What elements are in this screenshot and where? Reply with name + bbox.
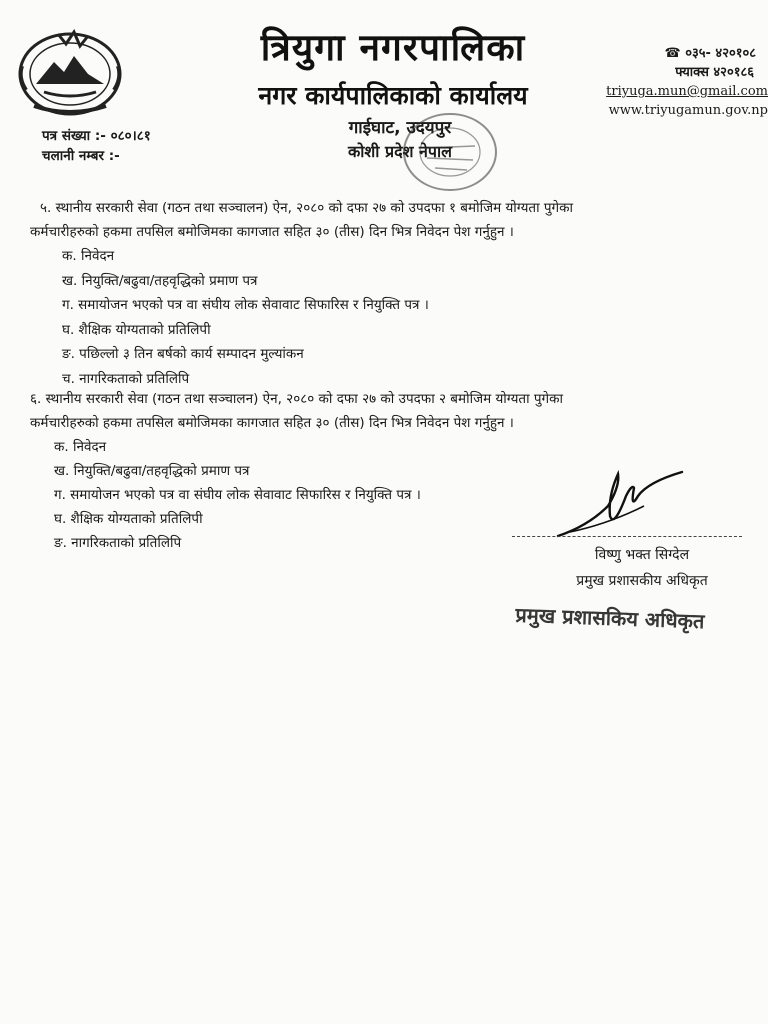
list-item: च. नागरिकताको प्रतिलिपि [62,370,190,387]
list-item: ङ. पछिल्लो ३ तिन बर्षको कार्य सम्पादन मुल्यांकन [62,346,304,362]
list-item: ग. समायोजन भएको पत्र वा संघीय लोक सेवावाट सिफारिस र नियुक्ति पत्र । [54,487,421,503]
section-6-line-1: ६. स्थानीय सरकारी सेवा (गठन तथा सञ्चालन) ऐन, २०८० को दफा २७ को उपदफा २ बमोजिम योग्यता पुगेका [30,391,564,407]
section-5-list [30,244,750,391]
office-seal-icon [395,108,505,196]
list-item: ख. नियुक्ति/बढुवा/तहवृद्धिको प्रमाण पत्र [62,272,258,289]
letter-number: पत्र संख्या :- ०८०।८१ [42,128,151,144]
office-address: गाईघाट, उदयपुर [348,118,452,138]
website-link[interactable]: www.triyugamun.gov.np [608,103,768,118]
nepal-emblem-icon [14,26,126,118]
org-name: त्रियुगा नगरपालिका [260,26,526,69]
section-5-line-2: कर्मचारीहरुको हकमा तपसिल बमोजिमका कागजात सहित ३० (तीस) दिन भित्र निवेदन पेश गर्नुहुन । [30,224,514,240]
list-item: क. निवेदन [54,439,107,455]
signer-name: विष्णु भक्त सिग्देल [594,547,690,563]
signer-title: प्रमुख प्रशासकीय अधिकृत [576,573,708,589]
section-6-line-2: कर्मचारीहरुको हकमा तपसिल बमोजिमका कागजात सहित ३० (तीस) दिन भित्र निवेदन पेश गर्नुहुन । [30,415,514,431]
list-item: क. निवेदन [62,248,115,264]
list-item: घ. शैक्षिक योग्यताको प्रतिलिपी [54,511,203,527]
title-stamp: प्रमुख प्रशासकिय अधिकृत [515,602,705,634]
list-item: घ. शैक्षिक योग्यताको प्रतिलिपी [62,321,211,338]
province-name: कोशी प्रदेश नेपाल [347,142,453,161]
list-item: ख. नियुक्ति/बढुवा/तहवृद्धिको प्रमाण पत्र [54,463,250,479]
signature-icon [548,466,688,550]
signer-block [552,542,732,594]
list-item: ग. समायोजन भएको पत्र वा संघीय लोक सेवावाट सिफारिस र नियुक्ति पत्र । [62,297,429,313]
phone-number: ☎ ०३५- ४२०१०८ [664,46,756,61]
dispatch-number: चलानी नम्बर :- [42,148,120,164]
section-5-line-1: ५. स्थानीय सरकारी सेवा (गठन तथा सञ्चालन) ऐन, २०८० को दफा २७ को उपदफा १ बमोजिम योग्यता पुगेका [40,200,574,216]
office-name: नगर कार्यपालिकाको कार्यालय [258,81,528,110]
signature-line [512,536,742,537]
list-item: ङ. नागरिकताको प्रतिलिपि [54,535,182,551]
email-link[interactable]: triyuga.mun@gmail.com [606,84,768,99]
fax-number: फ्याक्स ४२०१८६ [675,65,754,80]
reference-block [42,126,151,166]
contact-block [606,44,768,120]
